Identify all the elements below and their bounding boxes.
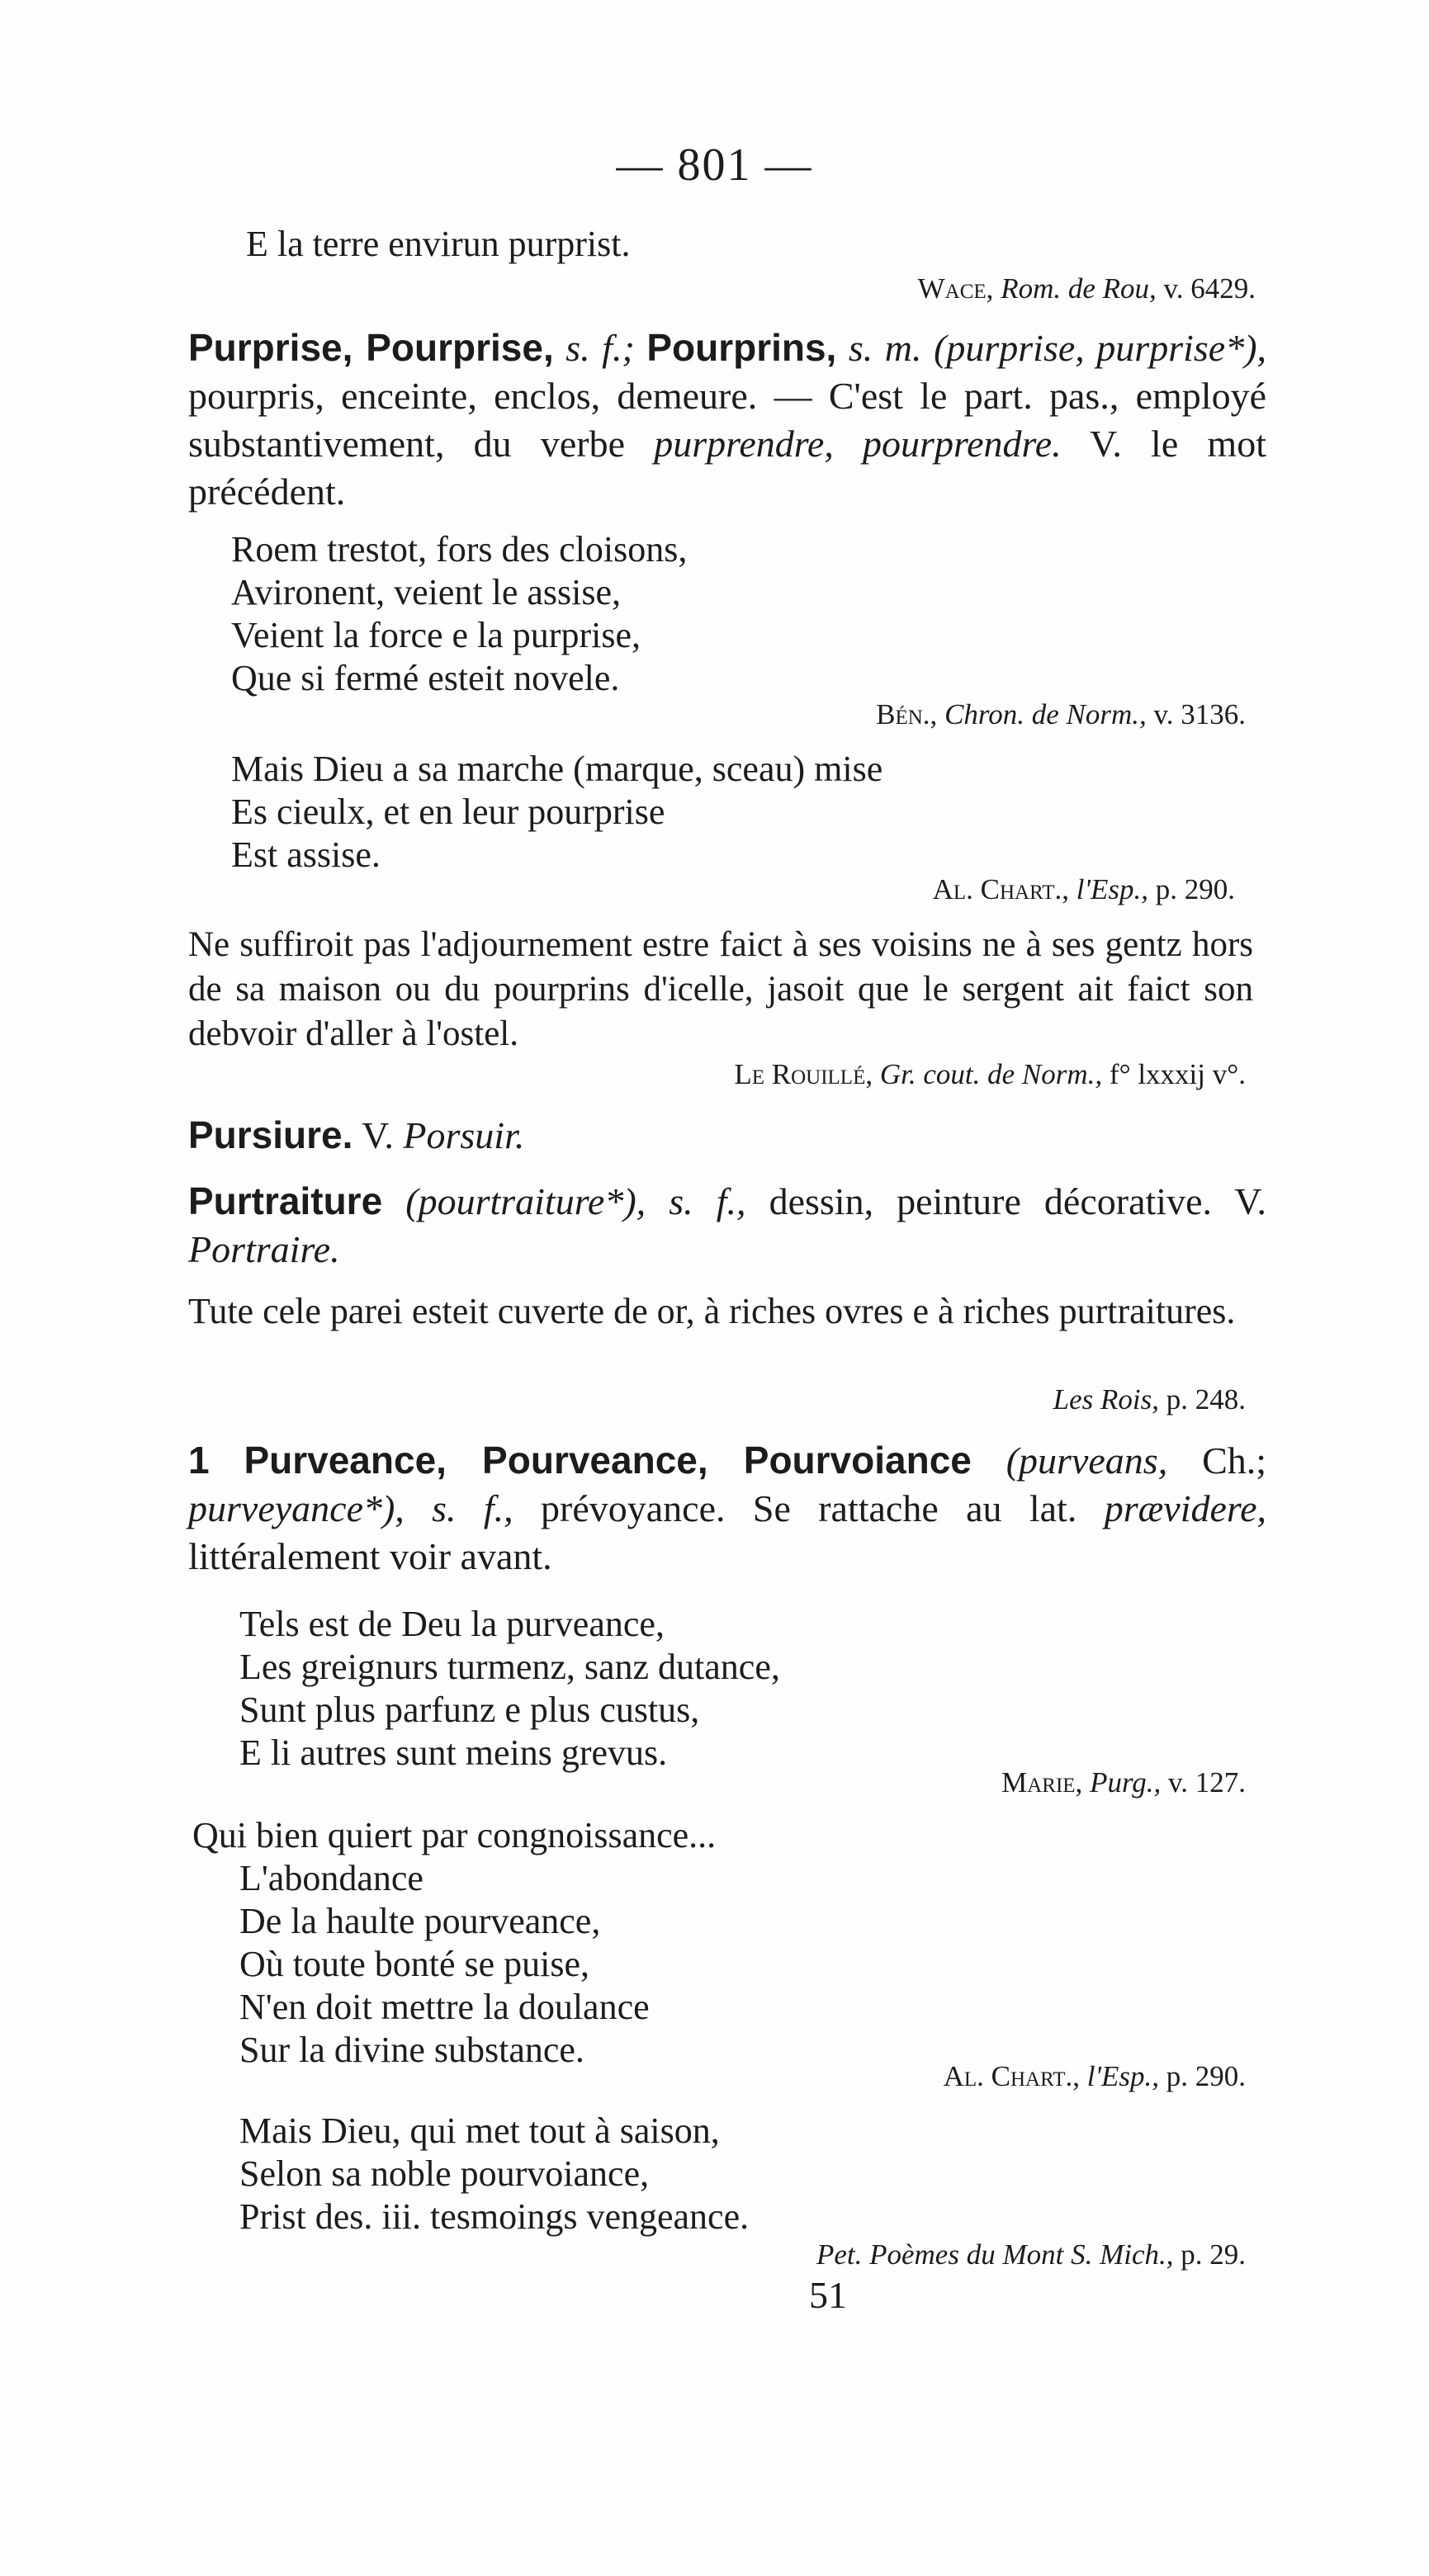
cross-reference: V. le mot précédent.	[188, 423, 1266, 513]
cross-reference: Porsuir.	[403, 1114, 525, 1156]
etymology: (purprise, purprise*),	[934, 327, 1267, 369]
verse-line: Es cieulx, et en leur pourprise	[231, 792, 665, 832]
verse-quote	[231, 528, 687, 700]
definition: pourpris, enceinte, enclos, demeure. — C'est le part. pas., employé substantivement, du verbe	[188, 375, 1266, 465]
verse-line: De la haulte pourveance,	[239, 1901, 601, 1941]
verse-quote	[231, 748, 882, 877]
definition: prévoyance. Se rattache au lat.	[541, 1487, 1077, 1529]
verse-line: Qui bien quiert par congnoissance...	[192, 1815, 717, 1855]
entry-purprise	[188, 324, 1266, 516]
verse-line: Les greignurs turmenz, sanz dutance,	[239, 1647, 780, 1687]
verse-line: Mais Dieu a sa marche (marque, sceau) mise	[231, 749, 883, 789]
verse-line: E li autres sunt meins grevus.	[239, 1732, 668, 1773]
entry-purveance: 1 Purveance, Pourveance, Pourvoiance (purveans, Ch.; purveyance*), s. f., prévoyance. Se rattache au lat. prævidere, littéralement voir avant.	[188, 1439, 1267, 1577]
verse-line: Est assise.	[231, 834, 381, 875]
definition: dessin, peinture décorative.	[769, 1180, 1212, 1222]
verse-line: Prist des. iii. tesmoings vengeance.	[239, 2196, 750, 2237]
verse-line: L'abondance	[239, 1858, 423, 1898]
citation: Les Rois, p. 248.	[1053, 1383, 1246, 1416]
citation: Pet. Poèmes du Mont S. Mich., p. 29.	[816, 2238, 1246, 2271]
verse-line: N'en doit mettre la doulance	[239, 1987, 650, 2027]
citation: Al. Chart., l'Esp., p. 290.	[932, 873, 1235, 905]
citation: Le Rouillé, Gr. cout. de Norm., f° lxxxij v°.	[734, 1058, 1246, 1090]
page-number: — 801 —	[616, 139, 813, 191]
verse-line: Avironent, veient le assise,	[231, 572, 622, 612]
verse-line: E la terre envirun purprist.	[246, 224, 631, 264]
prose-quote: Ne suffiroit pas l'adjournement estre faict à ses voisins ne à ses gentz hors de sa maison ou du pourprins d'icelle, jasoit que le sergent ait faict son debvoir d'aller à l'ostel.	[188, 925, 1253, 1053]
homonym-number: 1	[188, 1439, 210, 1482]
verse-line: Mais Dieu, qui met tout à saison,	[239, 2110, 720, 2151]
headword: Purveance, Pourveance, Pourvoiance	[244, 1439, 972, 1482]
headword: Purtraiture	[188, 1179, 383, 1222]
etymology: (purveans,	[1006, 1439, 1168, 1482]
entry-purtraiture: Purtraiture (pourtraiture*), s. f., dessin, peinture décorative. V. Portraire.	[188, 1179, 1267, 1270]
verse-quote	[246, 223, 631, 266]
verse-line: Tels est de Deu la purveance,	[239, 1604, 665, 1644]
verse-line: Selon sa noble pourvoiance,	[239, 2153, 650, 2194]
verse-line: Sunt plus parfunz e plus custus,	[239, 1690, 700, 1730]
verse-line: Où toute bonté se puise,	[239, 1944, 590, 1984]
citation: Wace, Rom. de Rou, v. 6429.	[917, 272, 1256, 305]
citation: Bén., Chron. de Norm., v. 3136.	[876, 698, 1246, 730]
citation: Al. Chart., l'Esp., p. 290.	[943, 2060, 1246, 2092]
headword: Purprise, Pourprise,	[188, 326, 554, 369]
verse-line: Veient la force e la purprise,	[231, 615, 641, 655]
cross-reference: Portraire.	[188, 1228, 340, 1270]
headword: Pursiure.	[188, 1113, 353, 1156]
verse-quote	[239, 2110, 749, 2238]
headword: Pourprins,	[646, 326, 837, 369]
verse-quote	[239, 1603, 780, 1775]
etymology: (pourtraiture*),	[405, 1180, 646, 1222]
verse-line: Roem trestot, fors des cloisons,	[231, 529, 688, 570]
verse-quote	[192, 1814, 716, 2072]
verse-line: Sur la divine substance.	[239, 2030, 584, 2070]
prose-quote: Tute cele parei esteit cuverte de or, à riches ovres e à riches purtraitures.	[188, 1291, 1236, 1331]
entry-pursiure: Pursiure. V. Porsuir.	[188, 1113, 525, 1156]
citation: Marie, Purg., v. 127.	[1001, 1766, 1246, 1798]
signature-mark: 51	[809, 2274, 847, 2316]
verse-line: Que si fermé esteit novele.	[231, 658, 620, 698]
entry-text: Purprise, Pourprise, s. f.; Pourprins, s. m. (purprise, purprise*), pourpris, enceinte, enclos, demeure. — C'est le part. pas., employé substantivement, du verbe purprendre, pourprendre. V. le mot précédent.	[188, 326, 1267, 513]
